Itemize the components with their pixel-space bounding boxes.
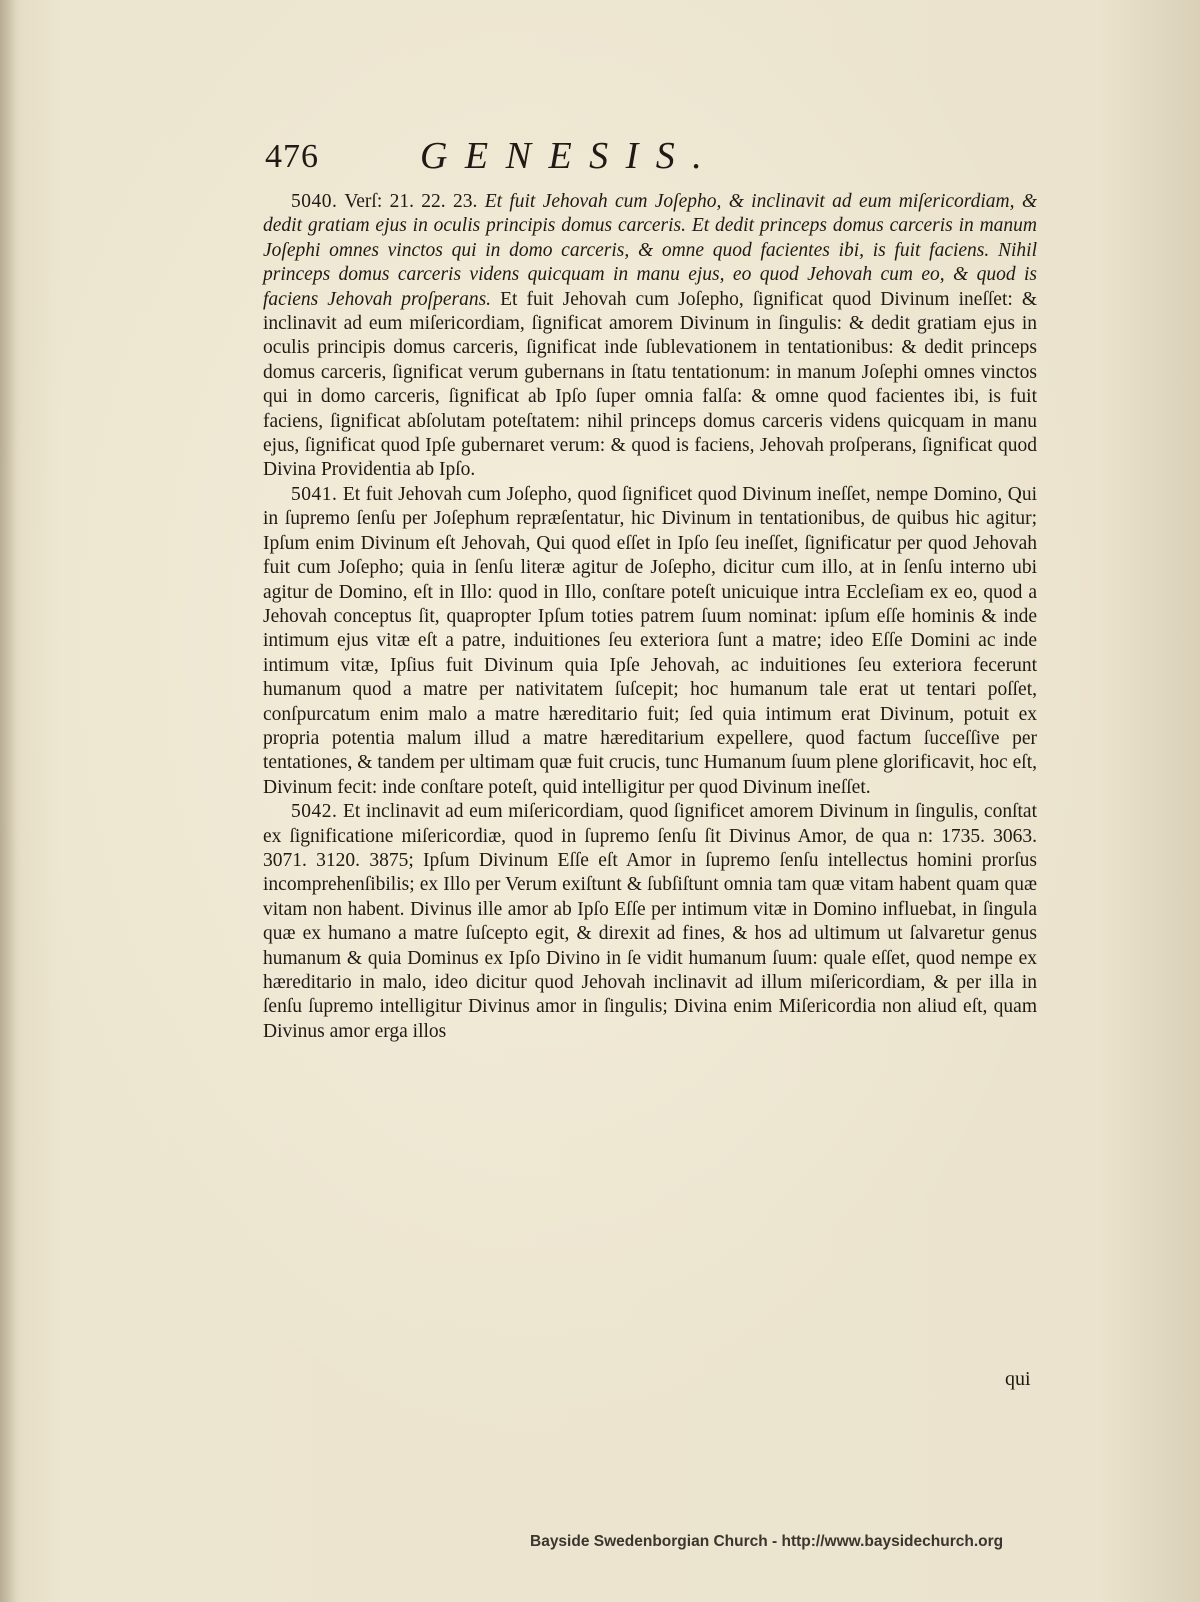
paragraph-5040 — [263, 190, 1037, 483]
page-number: 476 — [265, 138, 319, 175]
paragraph-number: 5041. — [291, 483, 338, 505]
body-text — [263, 190, 1037, 1044]
paragraph-5042 — [263, 800, 1037, 1044]
paragraph-text: Et inclinavit ad eum miſericordiam, quod ſignificet amorem Divinum in ſingulis, conſtat ex ſignificatione miſericordiæ, quod in ſupremo ſenſu ſit Divinus Amor, de qua n: 1735. 3063. 3071. 3120. 3875; Ipſum Divinum Eſſe eſt Amor in ſupremo ſenſu intellectus homini prorſus incomprehenſibilis; ex Illo per Verum exiſtunt & ſubſiſtunt omnia tam quæ vitam habent quam quæ vitam non habent. Divinus ille amor ab Ipſo Eſſe per intimum vitæ in Domino influebat, in ſingula quæ ex humano a matre ſuſcepto egit, & direxit ad fines, & hos ad ultimum ut ſalvaretur genus humanum & quia Dominus ex Ipſo Divino in ſe vidit humanum ſuum: quale eſſet, quod nempe ex hæreditario in malo, ideo dicitur quod Jehovah inclinavit ad illum miſericordiam, & per illa in ſenſu ſupremo intelligitur Divinus amor in ſingulis; Divina enim Miſericordia non aliud eſt, quam Divinus amor erga illos — [263, 801, 1037, 1042]
paragraph-text: Et fuit Jehovah cum Joſepho, quod ſignificet quod Divinum ineſſet, nempe Domino, Qui in ſupremo ſenſu per Joſephum repræſentatur, hic Divinum in tentationibus, de quibus hic agitur; Ipſum enim Divinum eſt Jehovah, Qui quod eſſet in Ipſo ſeu ineſſet, ſignificatur per quod Jehovah fuit cum Joſepho; quia in ſenſu literæ agitur de Joſepho, dicitur cum illo, at in ſenſu interno ubi agitur de Domino, eſt in Illo: quod in Illo, conſtare poteſt unicuique intra Eccleſiam ex eo, quod a Jehovah conceptus ſit, quapropter Ipſum toties patrem ſuum nominat: ipſum eſſe hominis & inde intimum ejus vitæ eſt a patre, induitiones ſeu exteriora ſunt a matre; ideo Eſſe Domini ac inde intimum vitæ, Ipſius fuit Divinum quia Ipſe Jehovah, ac induitiones ſeu exteriora fecerunt humanum quod a matre per nativitatem ſuſcepit; hoc humanum tale erat ut tentari poſſet, conſpurcatum enim malo a matre hæreditario fuit; ſed quia intimum erat Divinum, potuit ex propria potentia malum illud a matre hæreditarium expellere, quod factum ſucceſſive per tentationes, & tandem per ultimam quæ fuit crucis, tunc Humanum ſuum plene glorificavit, hoc eſt, Divinum fecit: inde conſtare poteſt, quid intelligitur per quod Divinum ineſſet. — [263, 483, 1037, 798]
watermark-credit: Bayside Swedenborgian Church - http://www.baysidechurch.org — [530, 1533, 1004, 1550]
verse-reference: Verſ: 21. 22. 23. — [344, 191, 478, 212]
page-header — [265, 134, 940, 186]
running-title: GENESIS. — [420, 135, 720, 177]
catchword: qui — [1005, 1368, 1031, 1390]
paragraph-number: 5042. — [291, 801, 338, 823]
paragraph-number: 5040. — [291, 191, 338, 212]
paragraph-text: Et fuit Jehovah cum Joſepho, ſignificat quod Divinum ineſſet: & inclinavit ad eum miſericordiam, ſignificat amorem Divinum in ſingulis: & dedit gratiam ejus in oculis principis domus carceris, ſignificat inde ſublevationem in tentationibus: & dedit princeps domus carceris, ſignificat verum gubernans in ſtatu tentationum: in manum Joſephi omnes vinctos qui in domo carceris, ſignificat ab Ipſo ſuper omnia falſa: & omne quod facientes ibi, is fuit faciens, ſignificat abſolutam poteſtatem: nihil princeps domus carceris videns quicquam in manu ejus, ſignificat quod Ipſe gubernaret verum: & quod is faciens, Jehovah proſperans, ſignificat quod Divina Providentia ab Ipſo. — [263, 288, 1038, 481]
paragraph-5041 — [263, 483, 1037, 800]
scripture-quote: Et fuit Jehovah cum Joſepho, & inclinavit ad eum miſericordiam, & dedit gratiam ejus in oculis principis domus carceris. Et dedit princeps domus carceris in manum Joſephi omnes vinctos qui in domo carceris, & omne quod facientes ibi, is fuit faciens. Nihil princeps domus carceris videns quicquam in manu ejus, eo quod Jehovah cum eo, & quod is faciens Jehovah proſperans. — [263, 191, 1037, 310]
